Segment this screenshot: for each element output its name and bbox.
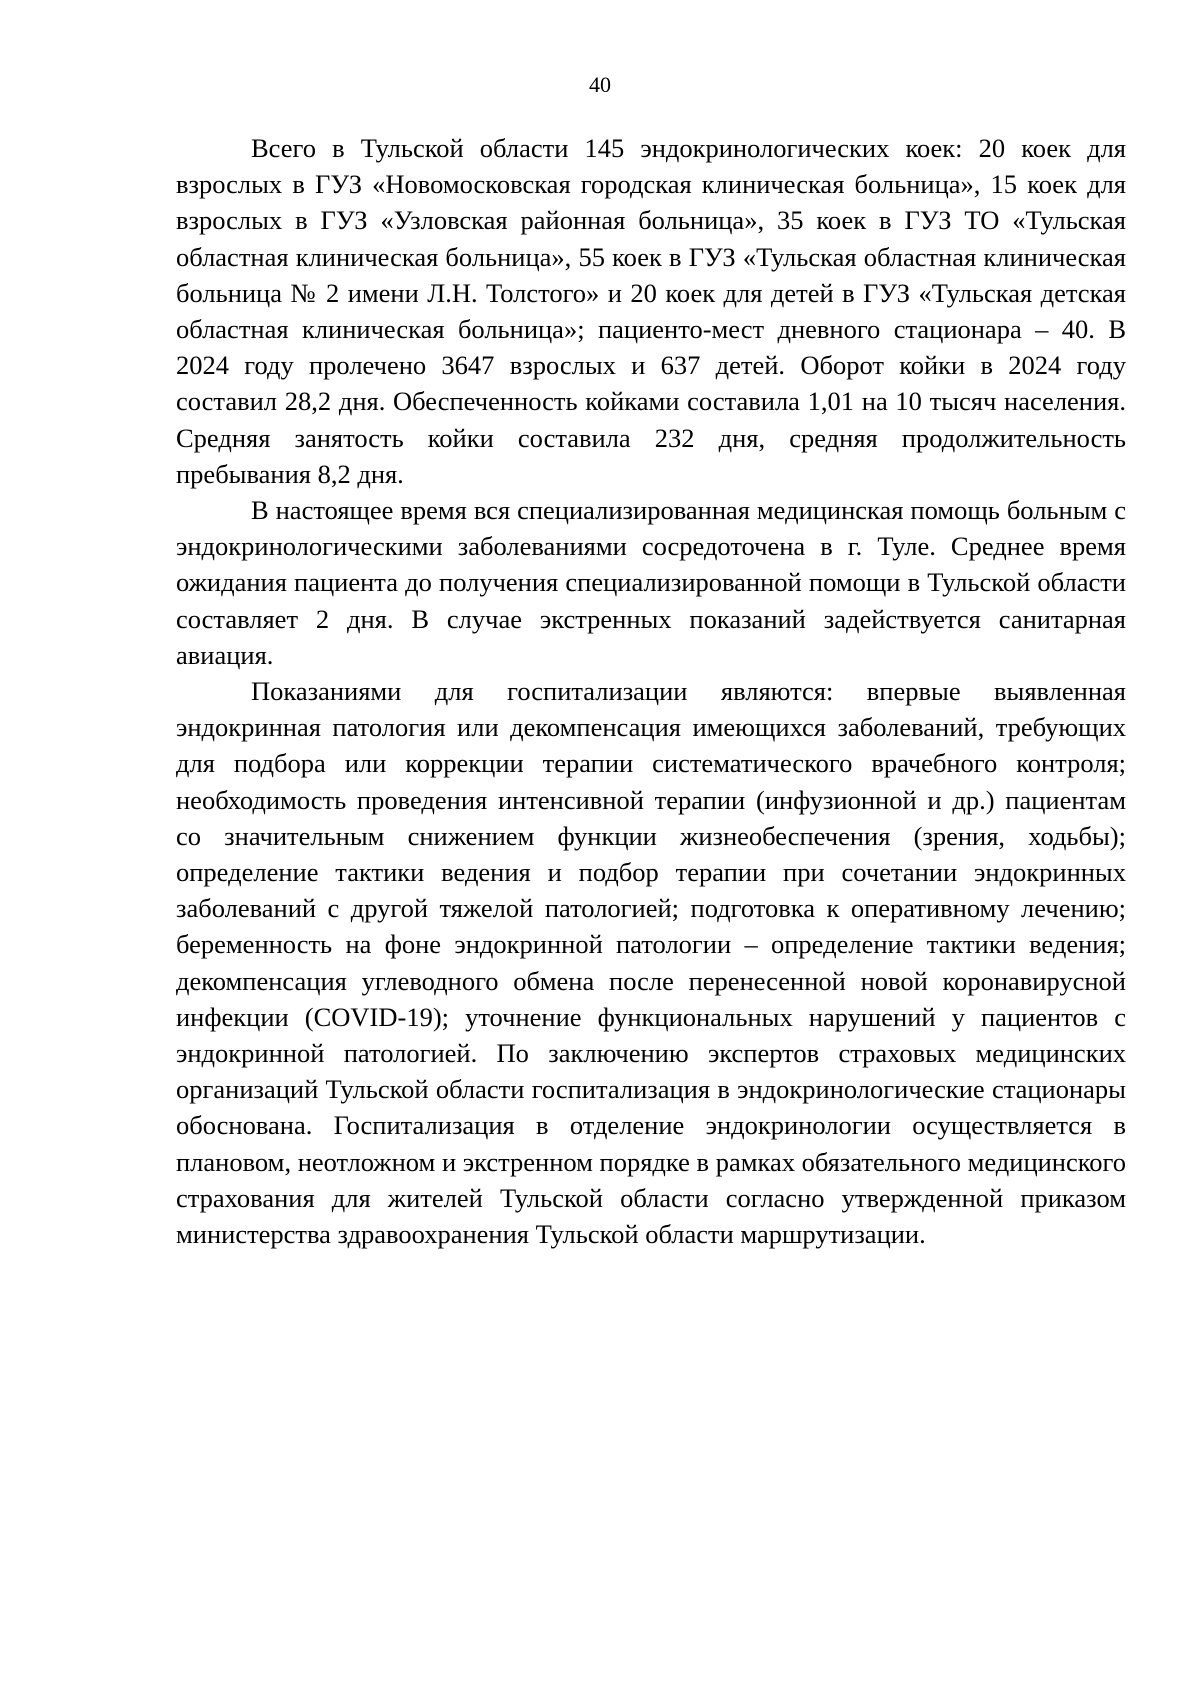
paragraph-hospitalization-indications: Показаниями для госпитализации являются: впервые выявленная эндокринная патология или декомпенсация имеющихся заболеваний, требующих для подбора или коррекции терапии систематического врачебного контроля; необходимость проведения интенсивной терапии (инфузионной и др.) пациентам со значительным снижением функции жизнеобеспечения (зрения, ходьбы); определение тактики ведения и подбор терапии при сочетании эндокринных заболеваний с другой тяжелой патологией; подготовка к оперативному лечению; беременность на фоне эндокринной патологии – определение тактики ведения; декомпенсация углеводного обмена после перенесенной новой коронавирусной инфекции (COVID-19); уточнение функциональных нарушений у пациентов с эндокринной патологией. По заключению экспертов страховых медицинских организаций Тульской области госпитализация в эндокринологические стационары обоснована. Госпитализация в отделение эндокринологии осуществляется в плановом, неотложном и экстренном порядке в рамках обязательного медицинского страхования для жителей Тульской области согласно утвержденной приказом министерства здравоохранения Тульской области маршрутизации. — [176, 676, 1126, 1250]
paragraph-bed-capacity: Всего в Тульской области 145 эндокринологических коек: 20 коек для взрослых в ГУЗ «Новомосковская городская клиническая больница», 15 коек для взрослых в ГУЗ «Узловская районная больница», 35 коек в ГУЗ ТО «Тульская областная клиническая больница», 55 коек в ГУЗ «Тульская областная клиническая больница № 2 имени Л.Н. Толстого» и 20 коек для детей в ГУЗ «Тульская детская областная клиническая больница»; пациенто-мест дневного стационара – 40. В 2024 году пролечено 3647 взрослых и 637 детей. Оборот койки в 2024 году составил 28,2 дня. Обеспеченность койками составила 1,01 на 10 тысяч населения. Средняя занятость койки составила 232 дня, средняя продолжительность пребывания 8,2 дня. — [176, 133, 1126, 489]
document-body — [176, 130, 1126, 1252]
page-number: 40 — [589, 72, 611, 97]
paragraph-specialized-care: В настоящее время вся специализированная медицинская помощь больным с эндокринологическими заболеваниями сосредоточена в г. Туле. Среднее время ожидания пациента до получения специализированной помощи в Тульской области составляет 2 дня. В случае экстренных показаний задействуется санитарная авиация. — [176, 495, 1126, 670]
